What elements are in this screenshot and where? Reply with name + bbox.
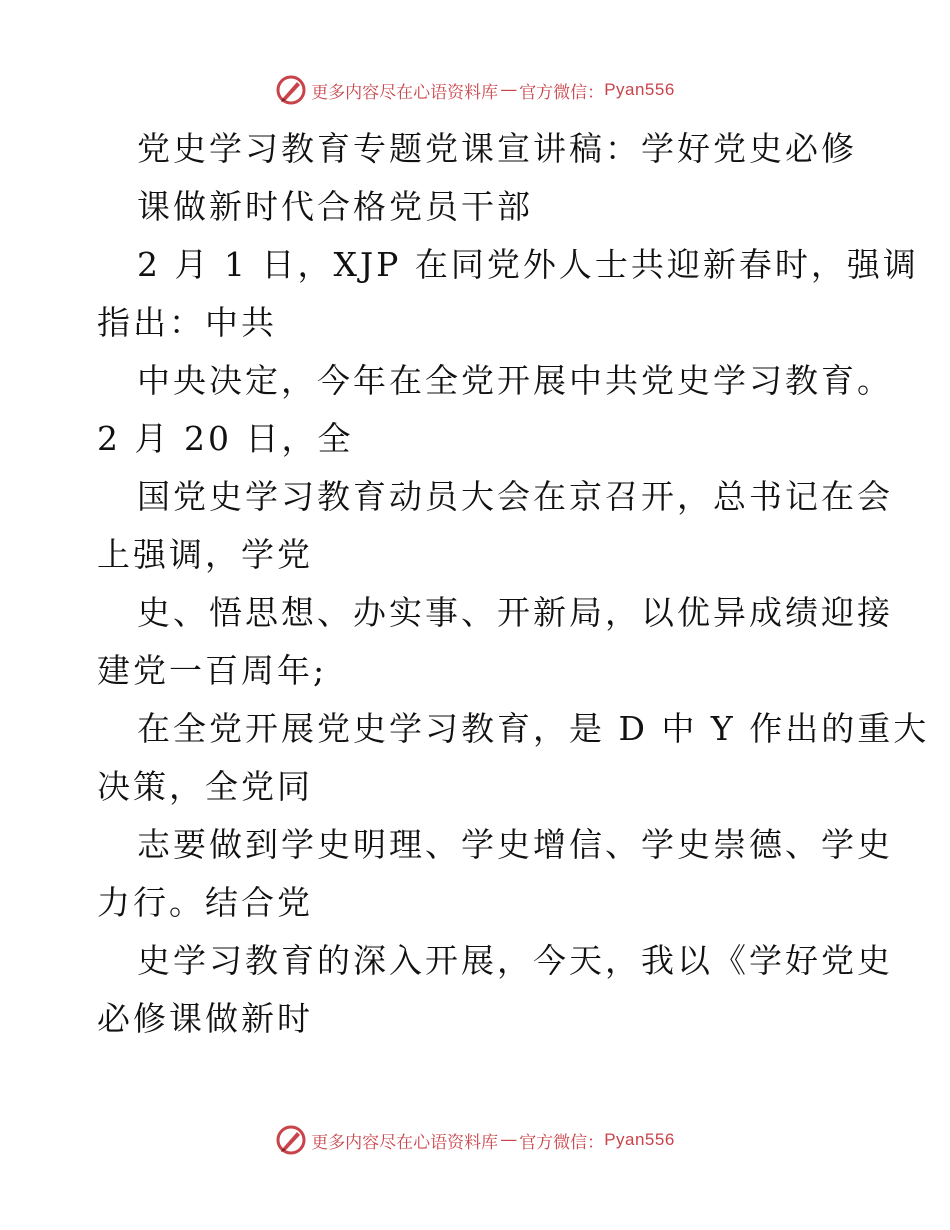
watermark-brand-text: 更多内容尽在心语资料库	[311, 1132, 499, 1153]
body-line: 建党一百周年;	[97, 651, 328, 690]
title-line: 课做新时代合格党员干部	[137, 187, 533, 226]
document-body	[97, 120, 930, 1048]
body-line: 史学习教育的深入开展，今天，我以《学好党史	[137, 941, 893, 980]
body-line: 志要做到学史明理、学史增信、学史崇德、学史	[137, 825, 893, 864]
quill-pen-logo-icon	[275, 1124, 307, 1156]
watermark-wechat-label: 官方微信：	[519, 82, 605, 103]
body-line: 决策，全党同	[97, 767, 313, 806]
body-line: 指出：中共	[97, 303, 277, 342]
watermark-brand-text: 更多内容尽在心语资料库	[311, 82, 499, 103]
body-line: 史、悟思想、办实事、开新局，以优异成绩迎接	[137, 593, 893, 632]
watermark-wechat-id: Pyan556	[604, 1130, 675, 1149]
body-line: 上强调，学党	[97, 535, 313, 574]
watermark-wechat-id: Pyan556	[604, 80, 675, 99]
body-line: 在全党开展党史学习教育，是 D 中 Y 作出的重大	[137, 709, 930, 748]
body-line: 2 月 1 日，XJP 在同党外人士共迎新春时，强调	[137, 245, 919, 284]
body-line: 力行。结合党	[97, 883, 313, 922]
footer-watermark	[0, 1120, 950, 1160]
body-line: 必修课做新时	[97, 999, 313, 1038]
document-paragraphs	[97, 236, 930, 1048]
quill-pen-logo-icon	[275, 74, 307, 106]
watermark-dash: —	[500, 80, 518, 100]
title-line: 党史学习教育专题党课宣讲稿：学好党史必修	[137, 129, 857, 168]
document-title	[97, 120, 857, 236]
body-line: 中央决定，今年在全党开展中共党史学习教育。	[137, 361, 893, 400]
watermark-wechat-label: 官方微信：	[519, 1132, 605, 1153]
header-watermark	[0, 70, 950, 110]
body-line: 国党史学习教育动员大会在京召开，总书记在会	[137, 477, 893, 516]
watermark-dash: —	[500, 1130, 518, 1150]
body-line: 2 月 20 日，全	[97, 419, 354, 458]
